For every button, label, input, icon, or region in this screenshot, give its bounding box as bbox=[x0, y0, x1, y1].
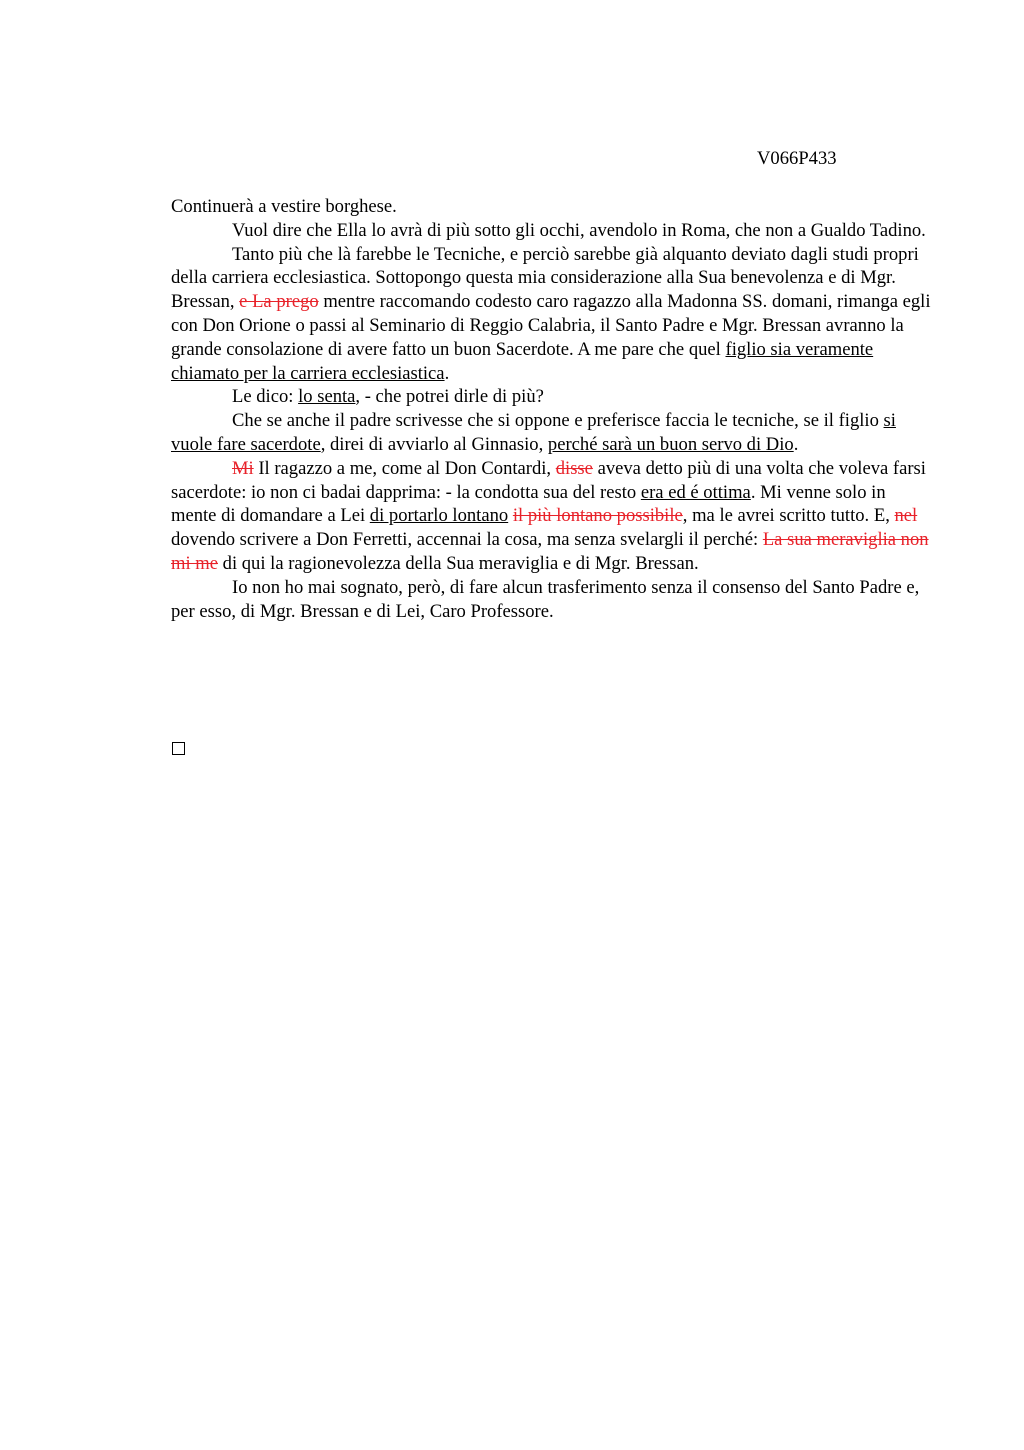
text-span: , direi di avviarlo al Ginnasio, bbox=[320, 433, 548, 455]
text-span: . bbox=[444, 362, 450, 384]
underlined-text: si vuole fare sacerdote bbox=[171, 410, 896, 455]
text-span: Il ragazzo a me, come al Don Contardi, bbox=[253, 457, 556, 479]
paragraph-5 bbox=[171, 409, 931, 457]
text-span: . Mi venne solo in mente di domandare a Lei bbox=[171, 481, 886, 527]
underlined-text: di portarlo lontano bbox=[369, 505, 509, 527]
text-span: Che se anche il padre scrivesse che si oppone e preferisce faccia le tecniche, se il figlio bbox=[232, 410, 884, 432]
deleted-text: disse bbox=[555, 457, 593, 479]
deleted-text: La sua meraviglia non mi me bbox=[171, 529, 929, 574]
deleted-text: il più lontano possibile bbox=[512, 505, 683, 527]
text-span: dovendo scrivere a Don Ferretti, accennai la cosa, ma senza svelargli il perché: bbox=[171, 529, 763, 551]
paragraph-6 bbox=[171, 457, 931, 576]
paragraph-7: Io non ho mai sognato, però, di fare alcun trasferimento senza il consenso del Santo Padre e, per esso, di Mgr. Bressan e di Lei, Caro Professore. bbox=[171, 576, 920, 622]
paragraph-3 bbox=[171, 243, 931, 386]
text-span: , ma le avrei scritto tutto. E, bbox=[682, 505, 895, 527]
text-span: . bbox=[793, 433, 799, 455]
paragraph-4 bbox=[171, 385, 931, 409]
deleted-text: Mi bbox=[232, 457, 254, 479]
underlined-text: figlio sia veramente chiamato per la carriera ecclesiastica bbox=[171, 338, 874, 384]
deleted-text: nel bbox=[894, 505, 918, 527]
page-code: V066P433 bbox=[757, 148, 837, 169]
underlined-text: perché sarà un buon servo di Dio bbox=[547, 433, 794, 455]
paragraph-1: Continuerà a vestire borghese. bbox=[171, 196, 397, 217]
paragraph-2: Vuol dire che Ella lo avrà di più sotto gli occhi, avendolo in Roma, che non a Gualdo Tadino. bbox=[232, 219, 926, 241]
empty-square-icon bbox=[172, 742, 185, 755]
underlined-text: era ed é ottima bbox=[640, 481, 751, 503]
text-span: Tanto più che là farebbe le Tecniche, e perciò sarebbe già alquanto deviato dagli studi propri della carriera ecclesiastica. Sottopongo questa mia considerazione alla Sua benevolenza e di Mgr. Bressan, bbox=[171, 243, 919, 313]
text-span: , - che potrei dirle di più? bbox=[355, 386, 544, 408]
deleted-text: e La prego bbox=[239, 291, 319, 313]
text-span: aveva detto più di una volta che voleva farsi sacerdote: io non ci badai dapprima: - la condotta sua del resto bbox=[171, 457, 926, 503]
text-span: di qui la ragionevolezza della Sua meraviglia e di Mgr. Bressan. bbox=[218, 552, 699, 574]
underlined-text: lo senta bbox=[298, 386, 356, 408]
letter-body bbox=[171, 195, 931, 623]
text-span: Le dico: bbox=[232, 386, 299, 408]
text-span: mentre raccomando codesto caro ragazzo alla Madonna SS. domani, rimanga egli con Don Orione o passi al Seminario di Reggio Calabria, il Santo Padre e Mgr. Bressan avranno la grande consolazione di avere fatto un buon Sacerdote. A me pare che quel bbox=[171, 291, 931, 360]
